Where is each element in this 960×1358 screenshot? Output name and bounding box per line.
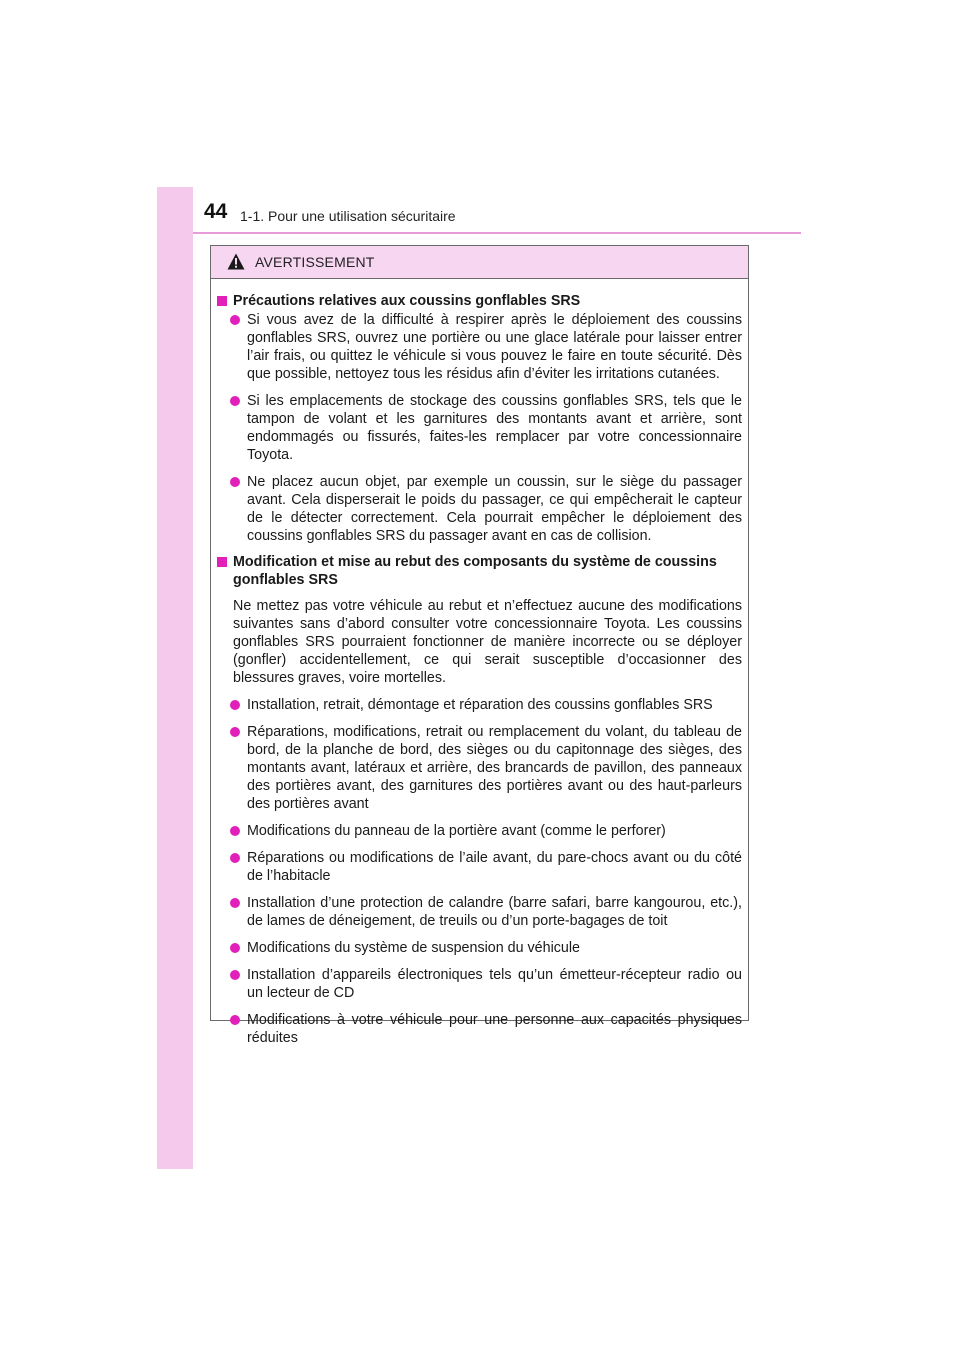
square-bullet-icon bbox=[217, 557, 227, 567]
list-item: Réparations ou modifications de l’aile avant, du pare-chocs avant ou du côté de l’habitacle bbox=[217, 849, 742, 885]
round-bullet-icon bbox=[230, 826, 240, 836]
round-bullet-icon bbox=[230, 477, 240, 487]
list-item: Ne placez aucun objet, par exemple un coussin, sur le siège du passager avant. Cela disperserait le poids du passager, ce qui empêcherait le capteur de le détecter correctement. Cela pourrait empêcher le déploiement des coussins gonflables SRS du passager avant en cas de collision. bbox=[217, 473, 742, 545]
list-item: Si vous avez de la difficulté à respirer après le déploiement des coussins gonflables SRS, ouvrez une portière ou une glace latérale pour laisser entrer l’air frais, ou quittez le véhicule si vous pouvez le faire en toute sécurité. Dès que possible, nettoyez tous les résidus afin d’éviter les irritations cutanées. bbox=[217, 311, 742, 383]
list-item: Réparations, modifications, retrait ou remplacement du volant, du tableau de bord, de la planche de bord, des sièges ou du capitonnage des sièges, des montants avant, latéraux et arrière, des brancards de pavillon, des panneaux des portières avant, des garnitures des portières avant ou des haut-parleurs des portières avant bbox=[217, 723, 742, 813]
round-bullet-icon bbox=[230, 1015, 240, 1025]
section-paragraph: Ne mettez pas votre véhicule au rebut et n’effectuez aucune des modifications suivantes sans d’abord consulter votre concessionnaire Toyota. Les coussins gonflables SRS pourraient fonctionner de manière incorrecte ou se déployer (gonfler) accidentellement, ce qui serait susceptible d’occasionner des blessures graves, voire mortelles. bbox=[233, 598, 742, 686]
round-bullet-icon bbox=[230, 396, 240, 406]
warning-box bbox=[210, 245, 749, 1046]
round-bullet-icon bbox=[230, 315, 240, 325]
list-item: Modifications du système de suspension du véhicule bbox=[217, 939, 742, 957]
round-bullet-icon bbox=[230, 898, 240, 908]
page-number: 44 bbox=[204, 200, 228, 223]
list-item: Modifications à votre véhicule pour une personne aux capacités physiques réduites bbox=[217, 1011, 742, 1047]
list-item: Si les emplacements de stockage des coussins gonflables SRS, tels que le tampon de volant et les garnitures des montants avant et arrière, sont endommagés ou fissurés, faites-les remplacer par votre concessionnaire Toyota. bbox=[217, 392, 742, 464]
list-item: Installation d’appareils électroniques tels qu’un émetteur-récepteur radio ou un lecteur de CD bbox=[217, 966, 742, 1002]
round-bullet-icon bbox=[230, 700, 240, 710]
round-bullet-icon bbox=[230, 727, 240, 737]
list-item: Installation, retrait, démontage et réparation des coussins gonflables SRS bbox=[217, 696, 742, 714]
section-heading-srs-precautions: Précautions relatives aux coussins gonflables SRS bbox=[217, 292, 742, 310]
list-item: Modifications du panneau de la portière avant (comme le perforer) bbox=[217, 822, 742, 840]
section-title: 1-1. Pour une utilisation sécuritaire bbox=[240, 208, 456, 224]
list-item: Installation d’une protection de calandre (barre safari, barre kangourou, etc.), de lames de déneigement, de treuils ou d’un porte-bagages de toit bbox=[217, 894, 742, 930]
header-rule bbox=[193, 232, 801, 234]
page-header bbox=[204, 200, 804, 230]
warning-triangle-icon bbox=[227, 253, 245, 270]
warning-title: AVERTISSEMENT bbox=[255, 254, 375, 270]
round-bullet-icon bbox=[230, 853, 240, 863]
square-bullet-icon bbox=[217, 296, 227, 306]
chapter-side-tab bbox=[157, 187, 193, 1169]
round-bullet-icon bbox=[230, 943, 240, 953]
round-bullet-icon bbox=[230, 970, 240, 980]
section-heading-srs-modification: Modification et mise au rebut des composants du système de coussins gonflables SRS bbox=[217, 553, 742, 589]
warning-header bbox=[211, 246, 748, 279]
warning-content bbox=[211, 279, 748, 1047]
